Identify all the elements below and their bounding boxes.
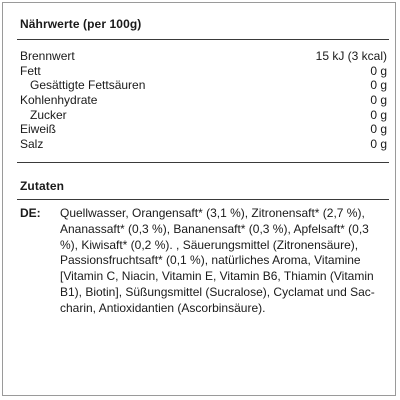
nutrition-title: Nährwerte (per 100g) — [20, 17, 142, 31]
nutrition-title-divider — [17, 39, 389, 40]
ingredients-block — [20, 206, 388, 317]
nutrition-label: Kohlenhydrate — [20, 93, 98, 108]
nutrition-label: Eiweiß — [20, 122, 57, 137]
nutrition-label: Brennwert — [20, 49, 75, 63]
nutrition-row-fett — [20, 64, 387, 79]
language-label: DE: — [20, 206, 41, 220]
nutrition-value: 0 g — [370, 137, 387, 152]
nutrition-row-eiweiss — [20, 122, 387, 137]
nutrition-value: 0 g — [370, 63, 387, 78]
section-divider — [17, 162, 389, 163]
label-panel — [2, 2, 396, 396]
nutrition-value: 0 g — [370, 78, 387, 93]
nutrition-value: 0 g — [370, 93, 387, 108]
nutrition-row-salz — [20, 137, 387, 152]
nutrition-row-brennwert — [20, 49, 387, 64]
nutrition-row-kohlenhydrate — [20, 93, 387, 108]
nutrition-value: 15 kJ (3 kcal) — [315, 49, 387, 63]
nutrition-row-gesaettigte-fettsaeuren — [20, 78, 387, 93]
nutrition-label: Gesättigte Fettsäuren — [30, 78, 146, 93]
nutrition-table — [20, 49, 387, 152]
nutrition-value: 0 g — [370, 122, 387, 137]
nutrition-label: Salz — [20, 137, 44, 152]
ingredients-text: Quellwasser, Orangensaft* (3,1 %), Zitronensaft* (2,7 %), Ananassaft* (0,3 %), Bananensaft* (0,3 %), Apfelsaft* (0,3 %), Kiwisaft* (0,2 %). , Säuerungsmittel (Zitronensäure), Passionsfruchtsaft* (0,1 %), natürliches Aroma, Vitamine [Vitamin C, Niacin, Vitamin E, Vitamin B6, Thiamin (Vitamin B1), Biotin], Süßungsmittel (Sucralose), Cyclamat und Sac- charin, Antioxidantien (Ascorbinsäure). — [60, 206, 375, 315]
ingredients-title: Zutaten — [20, 179, 65, 193]
nutrition-value: 0 g — [370, 107, 387, 122]
nutrition-label: Fett — [20, 63, 41, 78]
nutrition-row-zucker — [20, 108, 387, 123]
ingredients-title-divider — [17, 199, 389, 200]
nutrition-label: Zucker — [30, 107, 67, 122]
